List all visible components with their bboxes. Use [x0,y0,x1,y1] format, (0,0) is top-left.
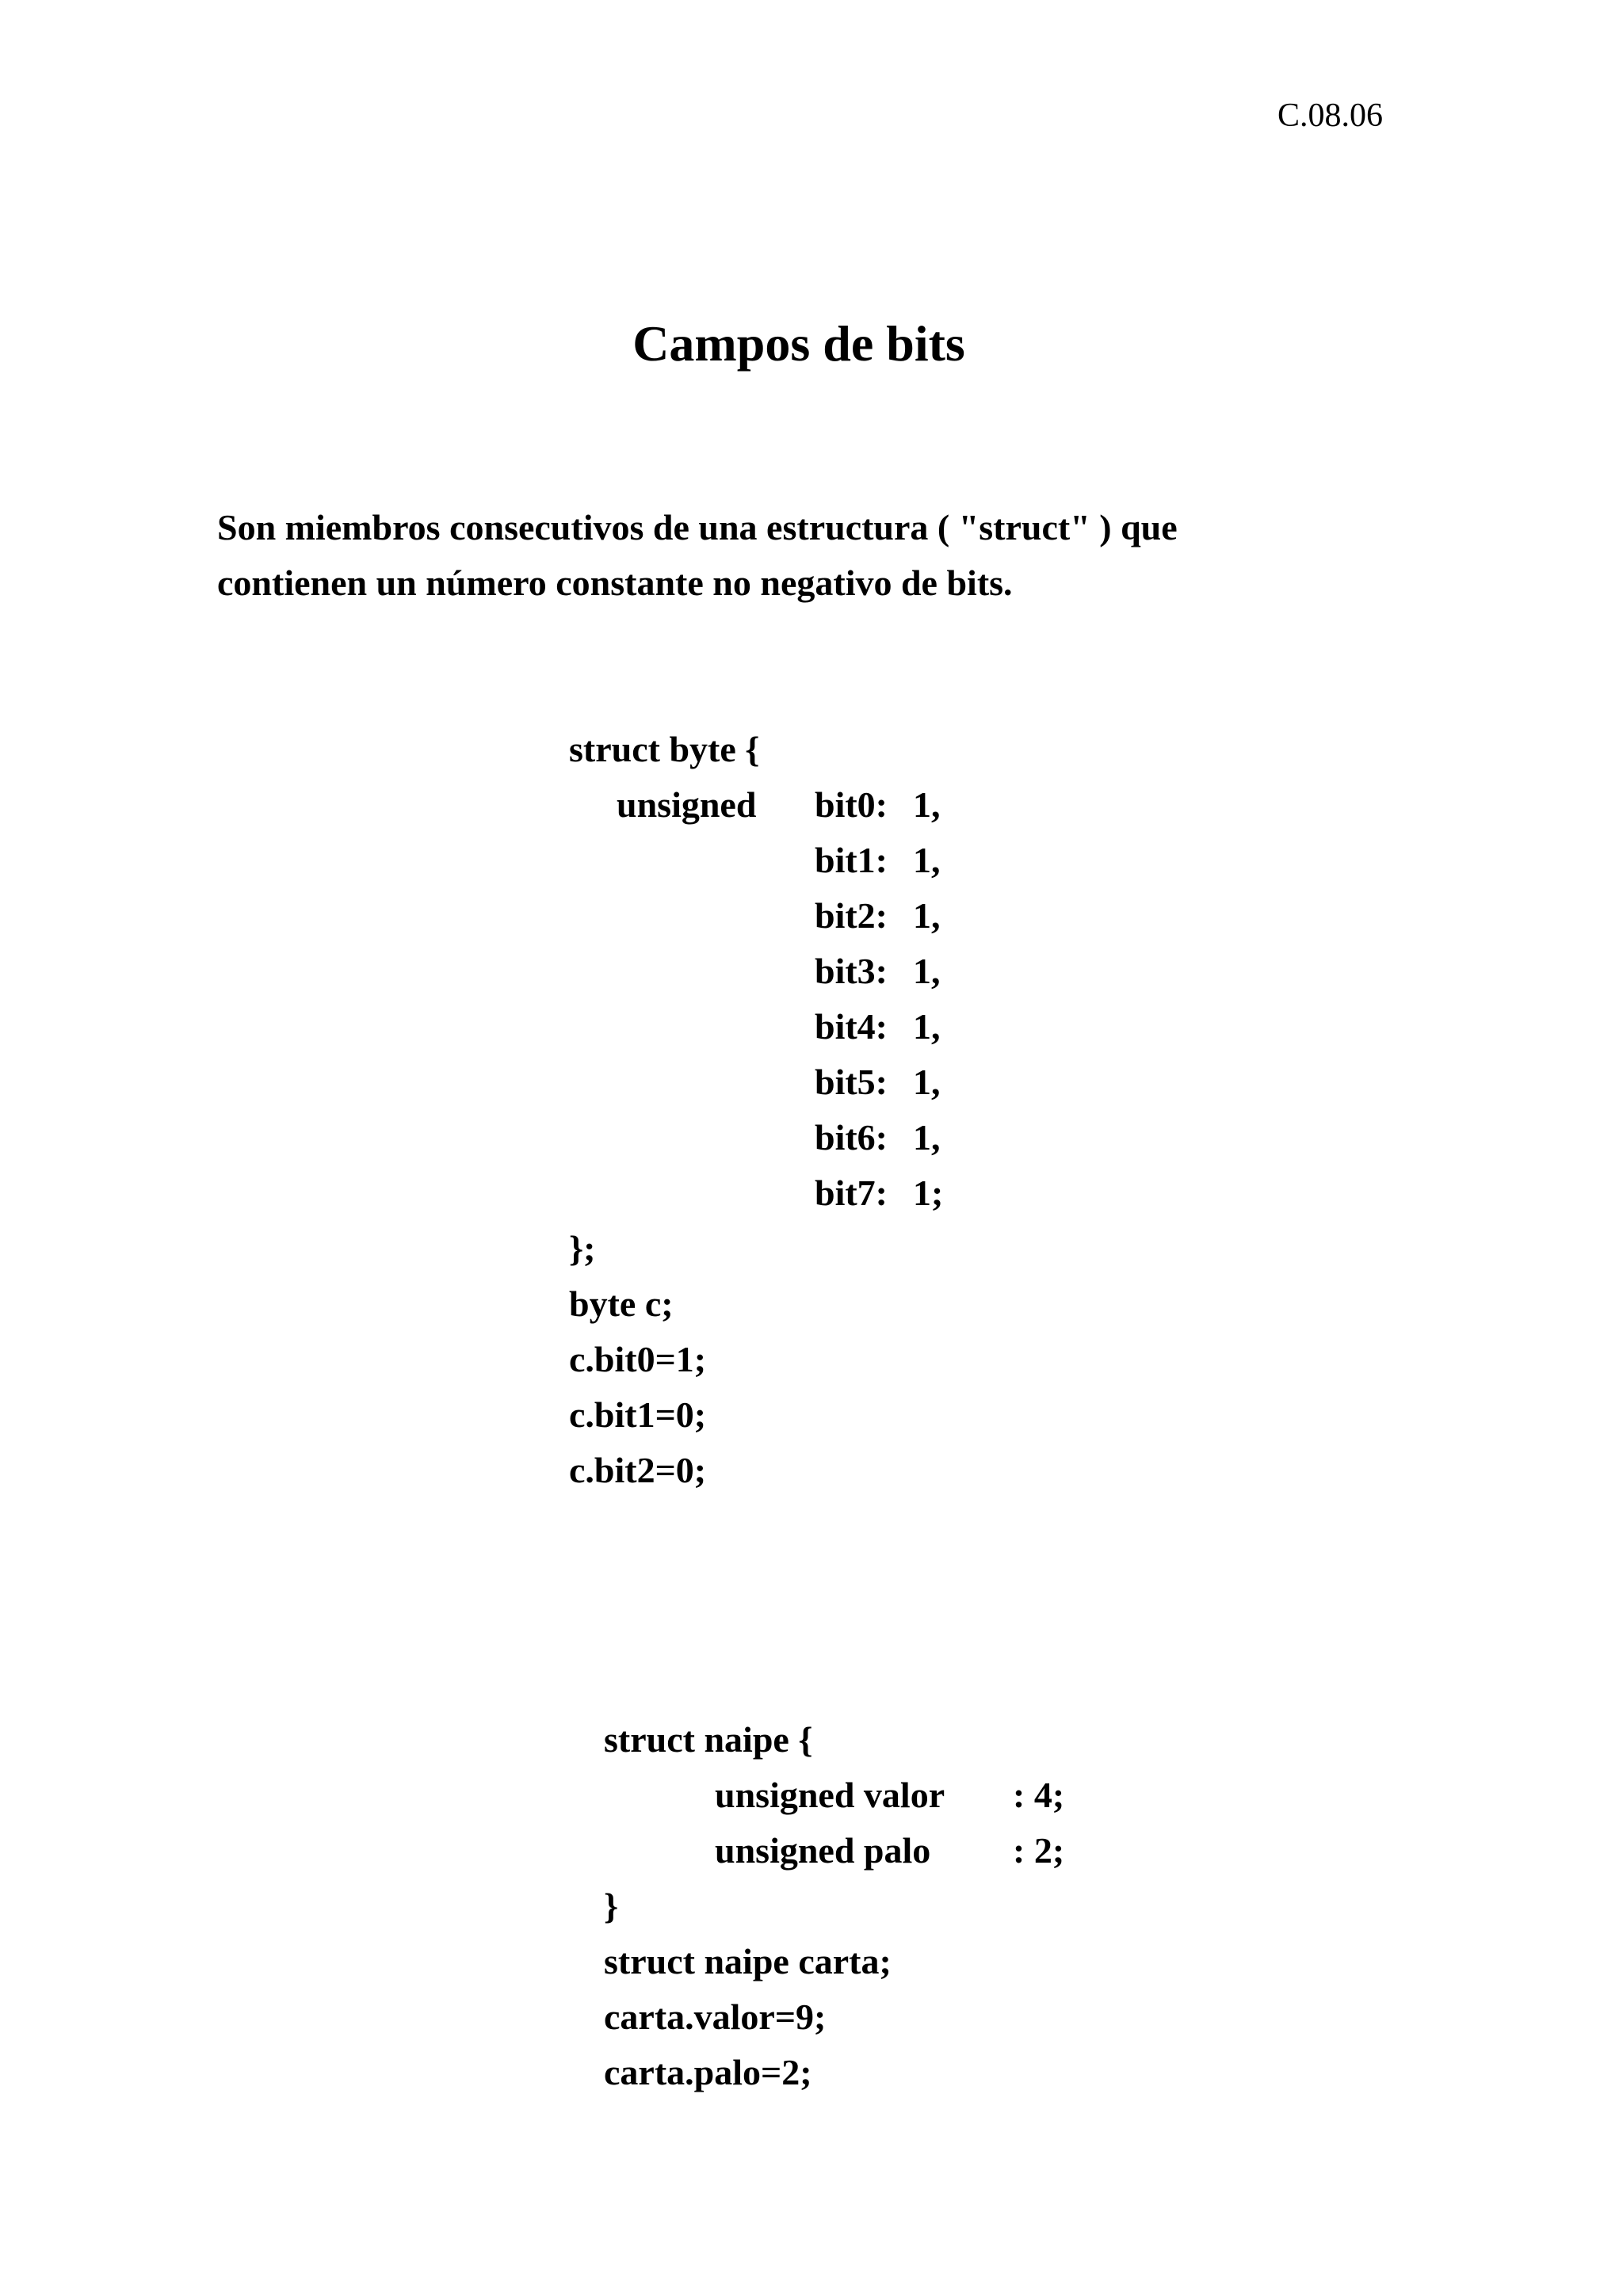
field-width: 1, [913,1062,941,1102]
field-name: bit7: [815,1173,888,1213]
field-width: 1, [913,951,941,991]
code-statement: carta.valor=9; [604,1997,827,2037]
field-name: bit2: [815,895,888,936]
page-title: Campos de bits [632,315,965,372]
field-name: bit4: [815,1006,888,1047]
struct-byte-open: struct byte { [569,729,760,769]
code-statement: c.bit1=0; [569,1394,707,1435]
intro-line-1: Son miembros consecutivos de una estructura ( "struct" ) que [217,507,1178,547]
code-statement: struct naipe carta; [604,1941,892,1981]
field-width: 1; [913,1173,944,1213]
field-declaration: unsigned palo [715,1830,931,1871]
field-width: : 4; [1013,1775,1065,1815]
field-width: 1, [913,895,941,936]
field-width: 1, [913,1006,941,1047]
code-statement: carta.palo=2; [604,2052,812,2092]
field-declaration: unsigned valor [715,1775,945,1815]
struct-byte-close: }; [569,1228,596,1268]
struct-naipe-close: } [604,1886,619,1926]
field-name: bit6: [815,1117,888,1158]
type-keyword: unsigned [617,784,757,825]
struct-naipe-open: struct naipe { [604,1719,813,1760]
field-width: 1, [913,1117,941,1158]
code-statement: byte c; [569,1283,674,1324]
page-code: C.08.06 [1277,97,1384,134]
field-width: 1, [913,840,941,880]
field-name: bit5: [815,1062,888,1102]
code-statement: c.bit2=0; [569,1450,707,1490]
code-statement: c.bit0=1; [569,1339,707,1379]
field-name: bit1: [815,840,888,880]
field-name: bit0: [815,784,888,825]
field-width: : 2; [1013,1830,1065,1871]
intro-line-2: contienen un número constante no negativo de bits. [217,563,1013,603]
field-name: bit3: [815,951,888,991]
field-width: 1, [913,784,941,825]
